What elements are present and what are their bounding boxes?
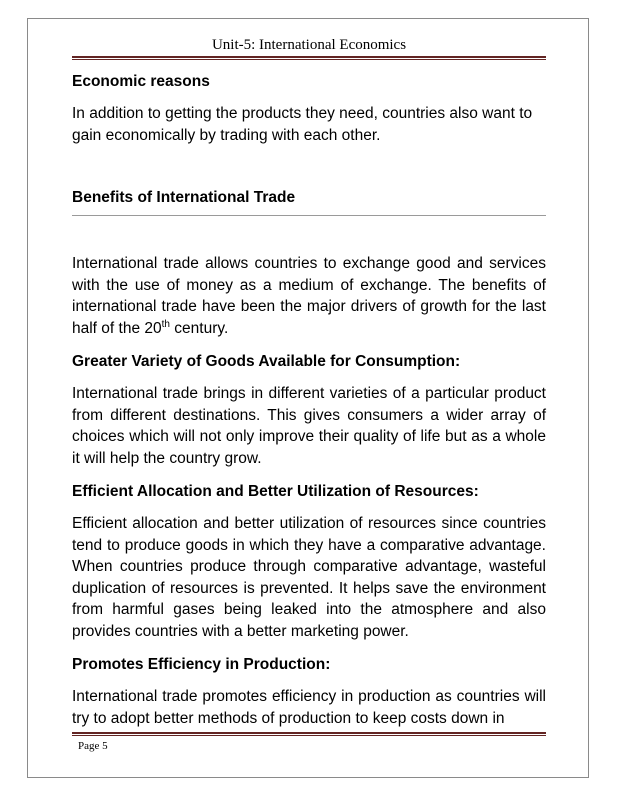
page-header: Unit-5: International Economics — [211, 37, 407, 53]
para-efficiency: International trade promotes efficiency in production as countries will try to adopt better methods of production to keep costs down in — [72, 688, 546, 727]
header-rule-thin — [72, 59, 546, 60]
superscript-th: th — [161, 318, 170, 330]
para-benefits-text: International trade allows countries to exchange good and services with the use of money as a medium of exchange. The benefits of international trade have been the major drivers of growth for the last half of the 20 — [72, 255, 546, 337]
heading-efficiency: Promotes Efficiency in Production: — [72, 656, 331, 673]
para-benefits-end: century. — [169, 319, 229, 337]
para-economic-reasons: In addition to getting the products they need, countries also want to gain economically by trading with each other. — [72, 105, 533, 144]
heading-allocation: Efficient Allocation and Better Utilization of Resources: — [72, 483, 479, 500]
footer-rule-thin — [72, 735, 546, 736]
section-divider — [72, 215, 546, 216]
para-variety: International trade brings in different varieties of a particular product from different destinations. This gives consumers a wider array of choices which will not only improve their quality of life but as a whole it will help the country grow. — [72, 385, 546, 467]
header-rule — [72, 56, 546, 58]
footer-rule — [72, 732, 546, 734]
heading-benefits: Benefits of International Trade — [72, 189, 296, 206]
para-allocation: Efficient allocation and better utilization of resources since countries tend to produce goods in which they have a comparative advantage. When countries produce through comparative advantage, wasteful duplication of resources is prevented. It helps save the environment from harmful gases being leaked into the atmosphere and also provides countries with a better marketing power. — [72, 515, 546, 640]
para-benefits — [72, 253, 546, 339]
page-content — [72, 72, 546, 729]
heading-economic-reasons: Economic reasons — [72, 73, 210, 90]
heading-variety: Greater Variety of Goods Available for Consumption: — [72, 353, 461, 370]
page-number: Page 5 — [78, 740, 108, 752]
